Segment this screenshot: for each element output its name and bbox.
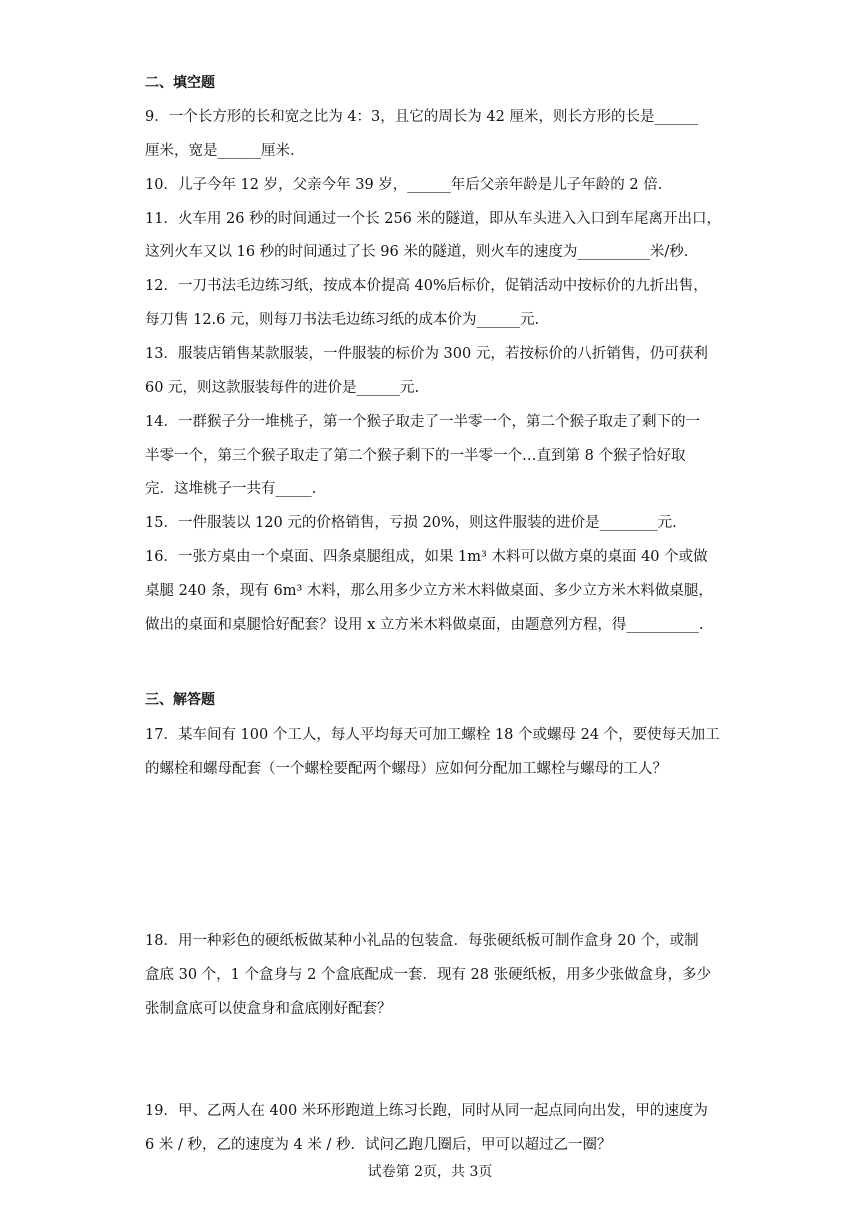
question-16-line-3: 做出的桌面和桌腿恰好配套？设用 x 立方米木料做桌面，由题意列方程，得__________. [145,617,704,633]
question-17-line-1: 17．某车间有 100 个工人，每人平均每天可加工螺栓 18 个或螺母 24 个，要使每天加工 [145,727,720,743]
question-14-line-3: 完．这堆桃子一共有_____. [145,481,317,497]
question-19-line-2: 6 米 / 秒，乙的速度为 4 米 / 秒．试问乙跑几圈后，甲可以超过乙一圈？ [145,1137,612,1153]
section-heading-fill-in: 二、填空题 [145,75,215,91]
page-footer: 试卷第 2页，共 3页 [367,1164,493,1180]
question-9-line-2: 厘米，宽是______厘米. [145,143,295,159]
section-heading-answer: 三、解答题 [145,692,215,708]
question-9-line-1: 9．一个长方形的长和宽之比为 4：3，且它的周长为 42 厘米，则长方形的长是______ [145,109,698,125]
question-15-line-1: 15．一件服装以 120 元的价格销售，亏损 20%，则这件服装的进价是________元. [145,515,677,531]
question-14-line-2: 半零一个，第三个猴子取走了第二个猴子剩下的一半零一个…直到第 8 个猴子恰好取 [145,448,686,464]
question-13-line-1: 13．服装店销售某款服装，一件服装的标价为 300 元，若按标价的八折销售，仍可获利 [145,346,708,362]
question-18-line-1: 18．用一种彩色的硬纸板做某种小礼品的包装盒．每张硬纸板可制作盒身 20 个，或制 [145,933,699,949]
question-12-line-1: 12．一刀书法毛边练习纸，按成本价提高 40%后标价，促销活动中按标价的九折出售， [145,278,708,294]
question-17-line-2: 的螺栓和螺母配套（一个螺栓要配两个螺母）应如何分配加工螺栓与螺母的工人？ [145,761,667,777]
question-10-line-1: 10．儿子今年 12 岁，父亲今年 39 岁，______年后父亲年龄是儿子年龄的 2 倍. [145,177,663,193]
question-13-line-2: 60 元，则这款服装每件的进价是______元. [145,380,420,396]
question-14-line-1: 14．一群猴子分一堆桃子，第一个猴子取走了一半零一个，第二个猴子取走了剩下的一 [145,414,700,430]
question-18-line-3: 张制盒底可以使盒身和盒底刚好配套？ [145,1001,392,1017]
question-12-line-2: 每刀售 12.6 元，则每刀书法毛边练习纸的成本价为______元. [145,312,540,328]
question-11-line-1: 11．火车用 26 秒的时间通过一个长 256 米的隧道，即从车头进入入口到车尾离开出口， [145,211,722,227]
question-11-line-2: 这列火车又以 16 秒的时间通过了长 96 米的隧道，则火车的速度为__________米/秒. [145,244,689,260]
question-19-line-1: 19．甲、乙两人在 400 米环形跑道上练习长跑，同时从同一起点同向出发，甲的速度为 [145,1103,708,1119]
question-18-line-2: 盒底 30 个，1 个盒身与 2 个盒底配成一套．现有 28 张硬纸板，用多少张做盒身，多少 [145,967,712,983]
question-16-line-2: 桌腿 240 条，现有 6m³ 木料，那么用多少立方米木料做桌面、多少立方米木料做桌腿， [145,583,713,599]
question-16-line-1: 16．一张方桌由一个桌面、四条桌腿组成，如果 1m³ 木料可以做方桌的桌面 40 个或做 [145,549,708,565]
